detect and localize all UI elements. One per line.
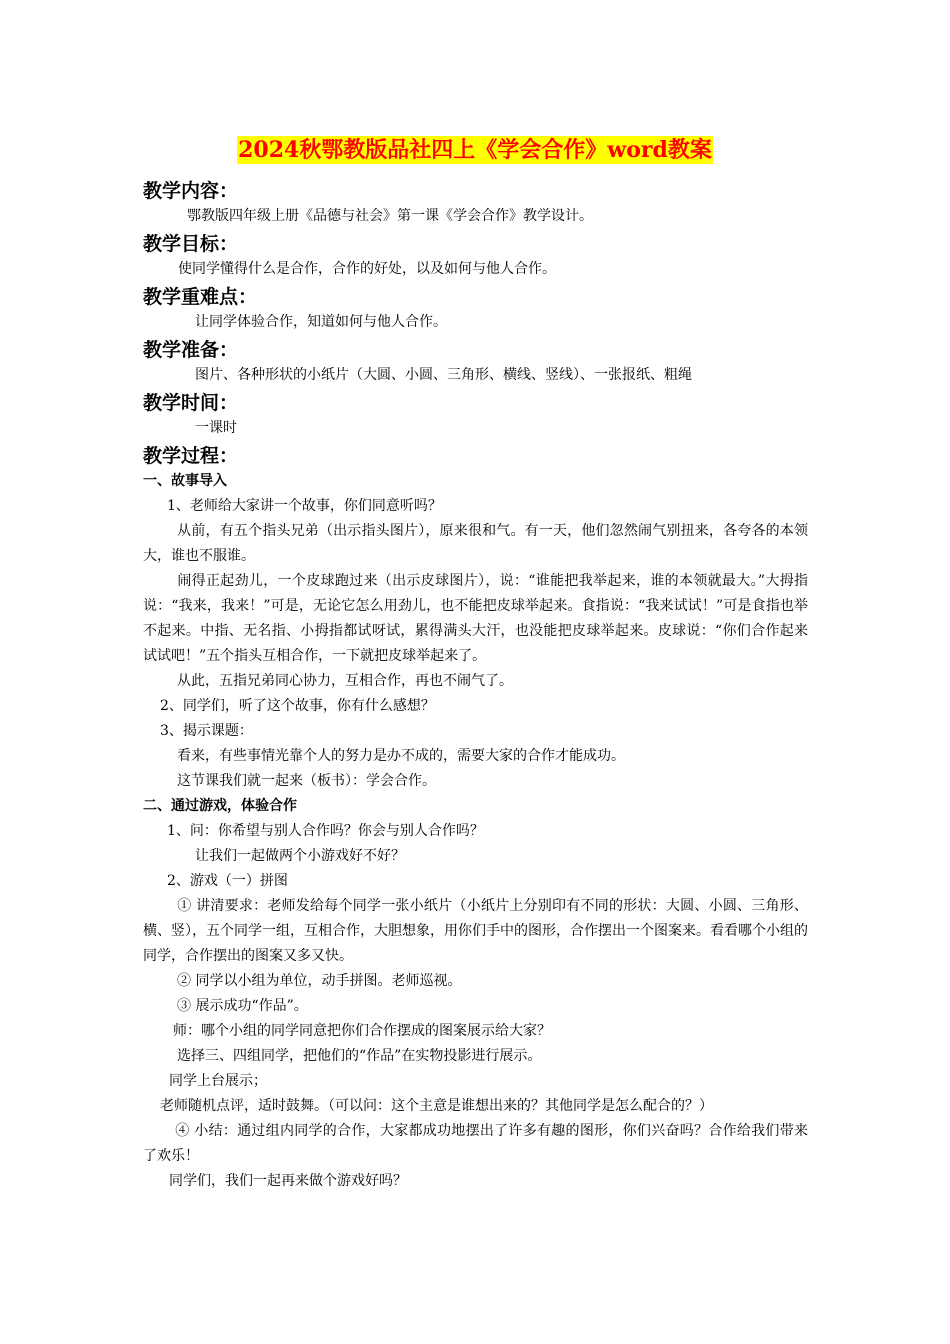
paragraph-step-4 <box>143 1119 808 1169</box>
heading-preparation: 教学准备： <box>143 339 239 361</box>
part1-heading: 一、故事导入 <box>143 473 227 489</box>
paragraph-story-2 <box>143 569 808 669</box>
paragraph: 同学上台展示； <box>169 1073 267 1089</box>
story-text: 闹得正起劲儿，一个皮球跑过来（出示皮球图片），说：“谁能把我举起来，谁的本领就最大。”大拇指说：“我来，我来！”可是，无论它怎么用劲儿，也不能把皮球举起来。食指说：“我来试试！”可是食指也举不起来。中指、无名指、小拇指都试呀试，累得满头大汗，也没能把皮球举起来。皮球说：“你们合作起来试试吧！”五个指头互相合作，一下就把皮球举起来了。 <box>143 573 808 664</box>
comment-text: 老师随机点评，适时鼓舞。（可以问：这个主意是谁想出来的？其他同学是怎么配合的？） <box>160 1098 713 1114</box>
paragraph: 鄂教版四年级上册《品德与社会》第一课《学会合作》教学设计。 <box>187 208 593 224</box>
heading-time: 教学时间： <box>143 392 239 414</box>
paragraph: 这节课我们就一起来（板书）：学会合作。 <box>177 773 436 789</box>
document-body <box>143 176 808 1194</box>
paragraph: 图片、各种形状的小纸片（大圆、小圆、三角形、横线、竖线）、一张报纸、粗绳 <box>195 367 692 383</box>
part2-heading: 二、通过游戏，体验合作 <box>143 798 297 814</box>
heading-key-points: 教学重难点： <box>143 286 258 308</box>
paragraph: 看来，有些事情光靠个人的努力是办不成的，需要大家的合作才能成功。 <box>177 748 625 764</box>
paragraph: 师：哪个小组的同学同意把你们合作摆成的图案展示给大家？ <box>173 1023 551 1039</box>
step-text: ④ 小结：通过组内同学的合作，大家都成功地摆出了许多有趣的图形，你们兴奋吗？合作给我们带来了欢乐！ <box>143 1123 808 1164</box>
paragraph-comment <box>143 1094 808 1119</box>
document-title: 2024秋鄂教版品社四上《学会合作》word教案 <box>238 137 712 163</box>
paragraph: 同学们，我们一起再来做个游戏好吗？ <box>169 1173 407 1189</box>
list-item: 2、游戏（一）拼图 <box>167 873 288 889</box>
paragraph-story-3: 从此，五指兄弟同心协力，互相合作，再也不闹气了。 <box>177 673 513 689</box>
paragraph: 一课时 <box>195 420 237 436</box>
list-item: 1、问：你希望与别人合作吗？你会与别人合作吗？ <box>167 823 484 839</box>
list-item: 1、老师给大家讲一个故事，你们同意听吗？ <box>167 498 442 514</box>
title-wrap <box>0 136 950 164</box>
step-text: ① 讲清要求：老师发给每个同学一张小纸片（小纸片上分别印有不同的形状：大圆、小圆、三角形、横、竖），五个同学一组，互相合作，大胆想象，用你们手中的图形，合作摆出一个图案来。看看哪个小组的同学，合作摆出的图案又多又快。 <box>143 898 808 964</box>
paragraph: 让同学体验合作，知道如何与他人合作。 <box>195 314 447 330</box>
heading-goal: 教学目标： <box>143 233 239 255</box>
list-item: 2、同学们，听了这个故事，你有什么感想？ <box>160 698 435 714</box>
paragraph: 选择三、四组同学，把他们的“作品”在实物投影进行展示。 <box>177 1048 542 1064</box>
paragraph: ② 同学以小组为单位，动手拼图。老师巡视。 <box>177 973 462 989</box>
paragraph-step-1 <box>143 894 808 969</box>
paragraph-story-1 <box>143 519 808 569</box>
paragraph: ③ 展示成功“作品”。 <box>177 998 308 1014</box>
story-text: 从前，有五个指头兄弟（出示指头图片），原来很和气。有一天，他们忽然闹气别扭来，各夸各的本领大，谁也不服谁。 <box>143 523 808 564</box>
heading-process: 教学过程： <box>143 445 239 467</box>
paragraph: 让我们一起做两个小游戏好不好？ <box>195 848 405 864</box>
paragraph: 使同学懂得什么是合作，合作的好处，以及如何与他人合作。 <box>178 261 556 277</box>
list-item: 3、揭示课题： <box>160 723 253 739</box>
heading-content: 教学内容： <box>143 180 239 202</box>
